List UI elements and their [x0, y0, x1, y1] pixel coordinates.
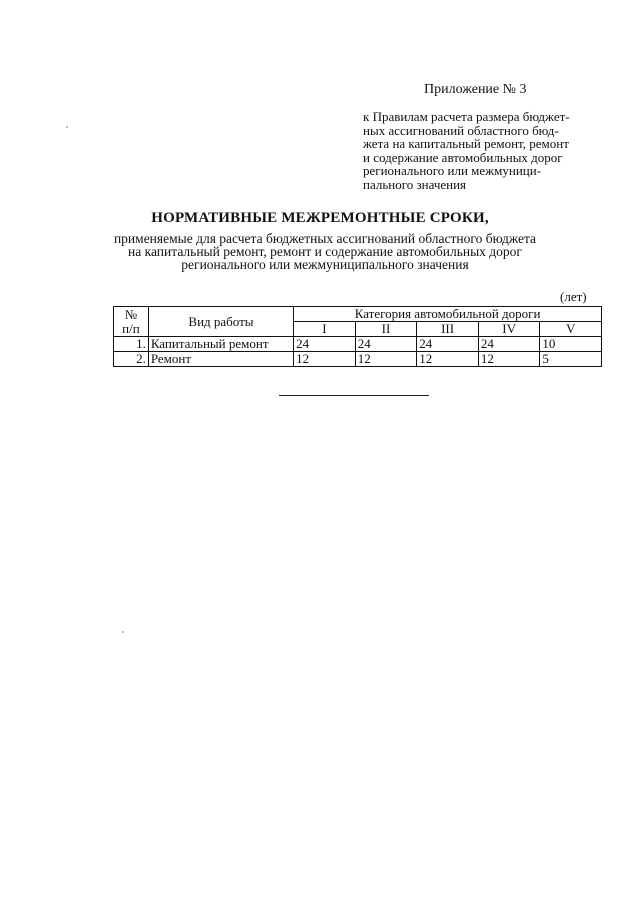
- appendix-note-line: к Правилам расчета размера бюджет-: [363, 109, 570, 124]
- document-title: НОРМАТИВНЫЕ МЕЖРЕМОНТНЫЕ СРОКИ,: [151, 210, 489, 226]
- appendix-note-line: жета на капитальный ремонт, ремонт: [363, 136, 569, 151]
- row-value: 12: [417, 352, 479, 367]
- category-header: I: [294, 322, 356, 337]
- row-value: 24: [417, 337, 479, 352]
- row-value: 12: [355, 352, 417, 367]
- header-road-category: Категория автомобильной дороги: [294, 307, 602, 322]
- scan-speck: [66, 126, 68, 128]
- header-work-type: Вид работы: [148, 307, 293, 337]
- appendix-note-line: пального значения: [363, 176, 467, 192]
- separator-line: [279, 395, 429, 396]
- row-work-type: Ремонт: [148, 352, 293, 367]
- category-header: V: [540, 322, 602, 337]
- subtitle-line: регионального или межмуниципального значения: [181, 257, 469, 272]
- row-number: 1.: [114, 337, 149, 352]
- row-value: 24: [294, 337, 356, 352]
- table-row: [114, 337, 602, 352]
- appendix-number: Приложение № 3: [424, 82, 527, 97]
- table-header-row: [114, 307, 602, 322]
- scan-speck: [122, 631, 124, 633]
- row-value: 24: [478, 337, 540, 352]
- row-work-type: Капитальный ремонт: [148, 337, 293, 352]
- row-value: 24: [355, 337, 417, 352]
- appendix-note-line: и содержание автомобильных дорог: [363, 149, 563, 165]
- header-number: [114, 307, 149, 337]
- appendix-note-line: ных ассигнований областного бюд-: [363, 122, 559, 138]
- category-header: II: [355, 322, 417, 337]
- row-number: 2.: [114, 352, 149, 367]
- row-value: 12: [294, 352, 356, 367]
- subtitle-line: на капитальный ремонт, ремонт и содержание автомобильных дорог: [128, 244, 522, 259]
- row-value: 5: [540, 352, 602, 367]
- subtitle-line: применяемые для расчета бюджетных ассигнований областного бюджета: [113, 231, 537, 246]
- appendix-note-line: регионального или межмуници-: [363, 163, 542, 178]
- appendix-note: [363, 110, 599, 191]
- norms-table: [113, 306, 602, 367]
- header-number-abbrev: п/п: [122, 320, 140, 336]
- row-value: 10: [540, 337, 602, 352]
- category-header: IV: [478, 322, 540, 337]
- header-number-symbol: №: [124, 306, 138, 322]
- table-row: [114, 352, 602, 367]
- units-label: (лет): [560, 289, 587, 304]
- row-value: 12: [478, 352, 540, 367]
- document-subtitle: [100, 232, 550, 271]
- category-header: III: [417, 322, 479, 337]
